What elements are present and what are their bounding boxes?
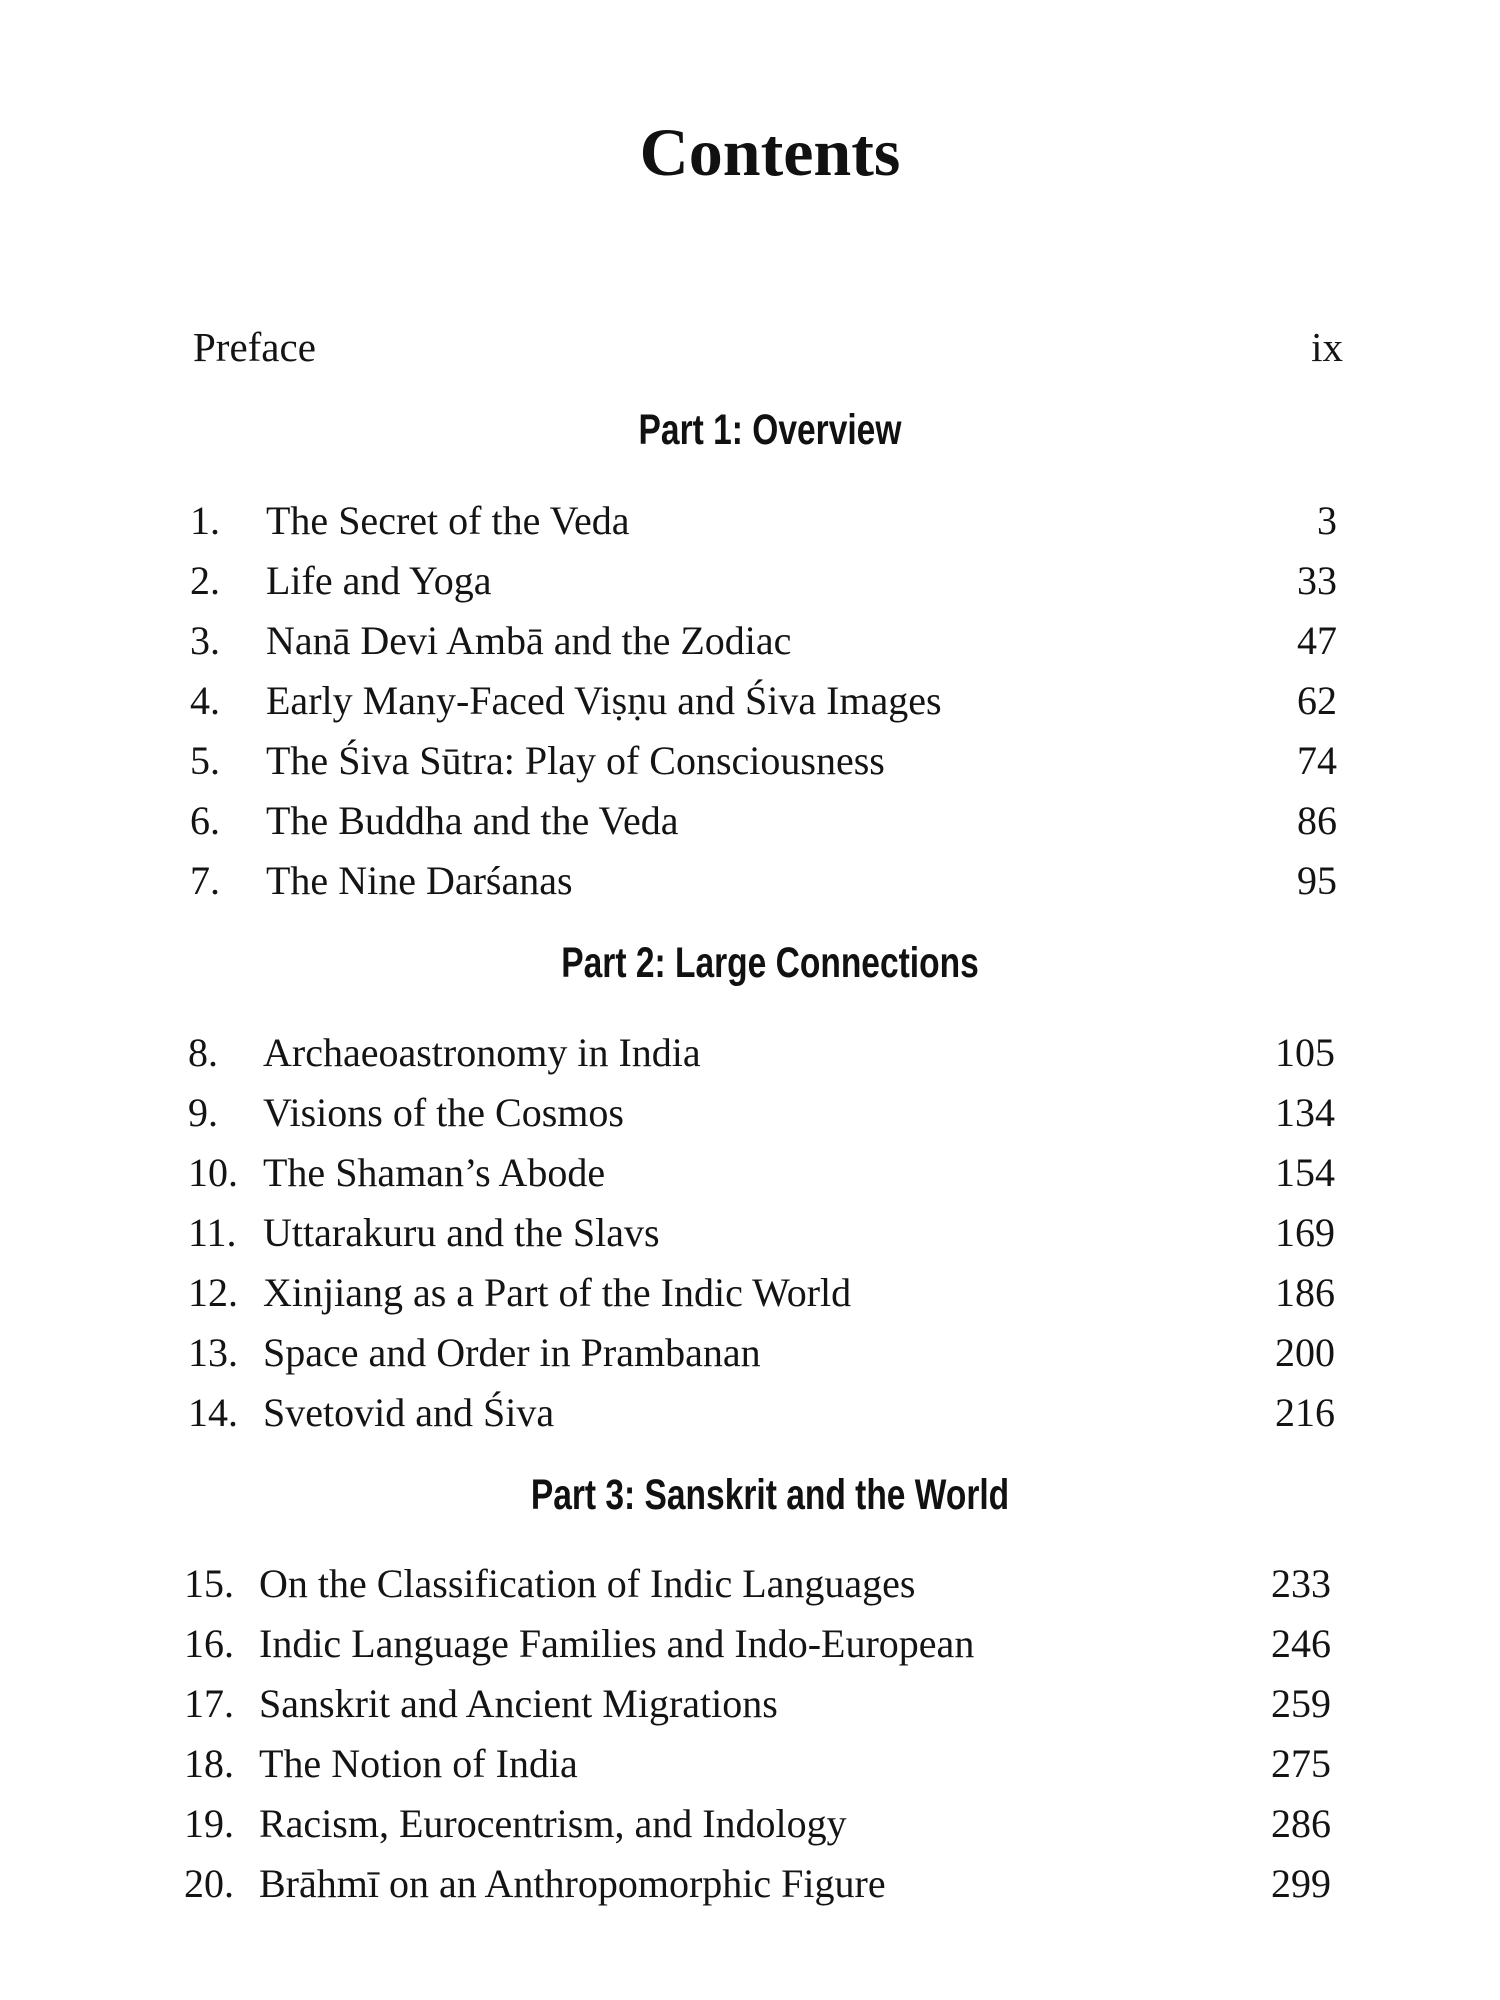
- entry-number: 14.: [188, 1390, 238, 1435]
- entry-number: 7.: [190, 858, 220, 903]
- toc-entry[interactable]: [0, 1328, 1500, 1388]
- part-heading-2: Part 2: Large Connections: [561, 939, 979, 987]
- entry-number: 13.: [188, 1330, 238, 1375]
- entry-title: Xinjiang as a Part of the Indic World: [263, 1270, 852, 1315]
- entry-page-number: ix: [1311, 324, 1343, 370]
- toc-entry[interactable]: [0, 1028, 1500, 1088]
- entry-page-number: 286: [1271, 1801, 1331, 1846]
- entry-page-number: 3: [1317, 498, 1337, 543]
- entry-number: 19.: [184, 1801, 234, 1846]
- entry-page-number: 105: [1275, 1030, 1335, 1075]
- entry-page-number: 169: [1275, 1210, 1335, 1255]
- entry-page-number: 275: [1271, 1741, 1331, 1786]
- entry-number: 17.: [184, 1681, 234, 1726]
- toc-entry[interactable]: [0, 1148, 1500, 1208]
- part-2-entries: [0, 1028, 1500, 1448]
- entry-title: The Śiva Sūtra: Play of Consciousness: [266, 738, 885, 783]
- entry-number: 16.: [184, 1621, 234, 1666]
- toc-entry[interactable]: [0, 856, 1500, 916]
- entry-title: The Notion of India: [259, 1741, 578, 1786]
- entry-title: Indic Language Families and Indo-European: [259, 1621, 975, 1666]
- entry-title: Racism, Eurocentrism, and Indology: [259, 1801, 847, 1846]
- part-heading-1: Part 1: Overview: [638, 406, 902, 454]
- entry-page-number: 154: [1275, 1150, 1335, 1195]
- toc-entry[interactable]: [0, 1859, 1500, 1919]
- entry-title: On the Classification of Indic Languages: [259, 1561, 916, 1606]
- toc-entry[interactable]: [0, 556, 1500, 616]
- entry-number: 9.: [188, 1090, 218, 1135]
- entry-page-number: 233: [1271, 1561, 1331, 1606]
- entry-title: The Buddha and the Veda: [266, 798, 679, 843]
- entry-title: Uttarakuru and the Slavs: [263, 1210, 660, 1255]
- entry-number: 18.: [184, 1741, 234, 1786]
- toc-entry[interactable]: [0, 496, 1500, 556]
- entry-title: Preface: [193, 324, 316, 370]
- entry-title: Space and Order in Prambanan: [263, 1330, 761, 1375]
- toc-entry[interactable]: [0, 1619, 1500, 1679]
- toc-entry[interactable]: [0, 1388, 1500, 1448]
- entry-page-number: 33: [1297, 558, 1337, 603]
- entry-page-number: 216: [1275, 1390, 1335, 1435]
- toc-entry[interactable]: [0, 1268, 1500, 1328]
- entry-page-number: 86: [1297, 798, 1337, 843]
- entry-page-number: 134: [1275, 1090, 1335, 1135]
- entry-title: Sanskrit and Ancient Migrations: [259, 1681, 778, 1726]
- entry-number: 2.: [190, 558, 220, 603]
- toc-entry[interactable]: [0, 616, 1500, 676]
- entry-number: 3.: [190, 618, 220, 663]
- entry-number: 10.: [188, 1150, 238, 1195]
- toc-entry[interactable]: [0, 1799, 1500, 1859]
- entry-page-number: 62: [1297, 678, 1337, 723]
- entry-number: 6.: [190, 798, 220, 843]
- toc-entry[interactable]: [0, 1739, 1500, 1799]
- part-heading-3: Part 3: Sanskrit and the World: [530, 1471, 1010, 1519]
- entry-title: Svetovid and Śiva: [263, 1390, 555, 1435]
- entry-title: Nanā Devi Ambā and the Zodiac: [266, 618, 792, 663]
- entry-number: 12.: [188, 1270, 238, 1315]
- toc-entry[interactable]: [0, 1559, 1500, 1619]
- toc-entry[interactable]: [0, 1679, 1500, 1739]
- entry-title: Early Many-Faced Viṣṇu and Śiva Images: [266, 678, 942, 723]
- entry-title: The Secret of the Veda: [266, 498, 630, 543]
- entry-number: 1.: [190, 498, 220, 543]
- entry-title: Archaeoastronomy in India: [263, 1030, 701, 1075]
- entry-page-number: 200: [1275, 1330, 1335, 1375]
- entry-number: 4.: [190, 678, 220, 723]
- toc-entry[interactable]: [0, 796, 1500, 856]
- entry-page-number: 74: [1297, 738, 1337, 783]
- entry-number: 15.: [184, 1561, 234, 1606]
- part-3-entries: [0, 1559, 1500, 1919]
- entry-number: 20.: [184, 1861, 234, 1906]
- entry-title: The Shaman’s Abode: [263, 1150, 606, 1195]
- entry-title: Brāhmī on an Anthropomorphic Figure: [259, 1861, 886, 1906]
- entry-page-number: 186: [1275, 1270, 1335, 1315]
- entry-title: Life and Yoga: [266, 558, 492, 603]
- toc-entry[interactable]: [0, 676, 1500, 736]
- entry-number: 11.: [188, 1210, 237, 1255]
- toc-entry[interactable]: [0, 1208, 1500, 1268]
- toc-entry[interactable]: [0, 1088, 1500, 1148]
- entry-title: Visions of the Cosmos: [263, 1090, 624, 1135]
- entry-page-number: 95: [1297, 858, 1337, 903]
- part-1-entries: [0, 496, 1500, 916]
- entry-page-number: 259: [1271, 1681, 1331, 1726]
- entry-page-number: 299: [1271, 1861, 1331, 1906]
- toc-entry[interactable]: [0, 736, 1500, 796]
- entry-number: 5.: [190, 738, 220, 783]
- entry-number: 8.: [188, 1030, 218, 1075]
- entry-title: The Nine Darśanas: [266, 858, 573, 903]
- page-title: Contents: [639, 114, 901, 190]
- entry-page-number: 246: [1271, 1621, 1331, 1666]
- entry-page-number: 47: [1297, 618, 1337, 663]
